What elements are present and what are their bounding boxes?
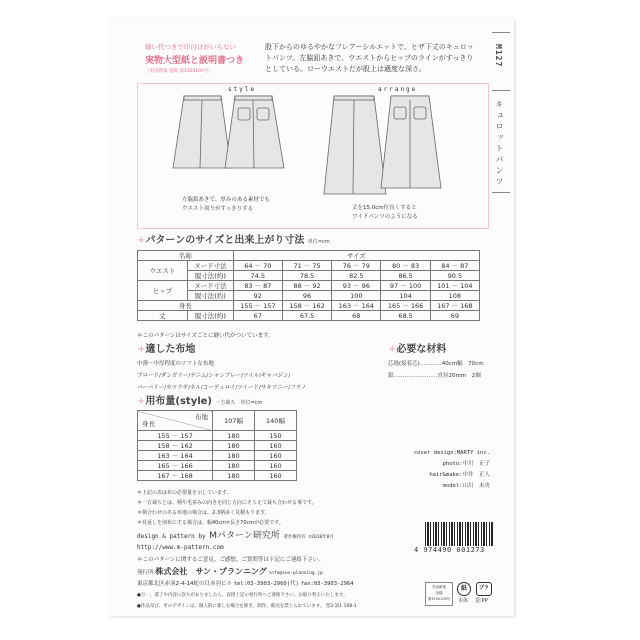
material-name: 釦	[388, 373, 394, 379]
table-row	[138, 301, 480, 311]
material-value: 直径20mm 2個	[437, 373, 481, 379]
table-row	[138, 271, 480, 281]
cell: 64 － 70	[233, 261, 282, 271]
table-row	[138, 431, 297, 441]
cell: 165 － 166	[381, 301, 430, 311]
credits	[370, 448, 490, 492]
cell: 76 － 79	[332, 261, 381, 271]
credit: model:山川 未央	[442, 483, 490, 489]
publisher-note: ●作品及び、そのデザインは、個人的に楽しむ場合を除き、制作、販売を禁じられています。 型2-説1 108-1	[137, 604, 357, 609]
materials-heading: +必要な材料	[388, 344, 447, 355]
design-brand: Mパターン研究所	[209, 531, 280, 541]
paper-recycle-label: 本体	[458, 598, 469, 604]
cell: 180	[213, 451, 255, 461]
paper-recycle-icon: 紙	[457, 582, 471, 596]
table-row	[138, 451, 297, 461]
cell: 90.5	[430, 271, 479, 281]
cell: 158 － 162	[282, 301, 331, 311]
corner-bottom: 身長	[142, 420, 155, 428]
publisher-email[interactable]: info@sun-planning.jp	[268, 571, 323, 576]
cell: 180	[213, 461, 255, 471]
row-sub: ヌード寸法	[188, 261, 234, 271]
size-unit: 単位=cm	[307, 239, 330, 245]
pattern-code: M127	[494, 44, 503, 68]
cell: 160	[255, 471, 297, 481]
cell: 78.5	[282, 271, 331, 281]
col-size: サイズ	[233, 251, 479, 261]
fabric-list	[137, 358, 306, 394]
credit-role: model	[442, 483, 460, 489]
cell: 71 － 75	[282, 261, 331, 271]
cell: 83 － 87	[233, 281, 282, 291]
divider	[492, 192, 510, 193]
credit-role: hair&make	[429, 472, 460, 478]
cell: 97 － 100	[381, 281, 430, 291]
publisher-tel: tel:03-3903-2960(代)	[233, 581, 299, 587]
cell: 150	[255, 431, 297, 441]
website-link[interactable]: http://www.m-pattern.com	[137, 544, 224, 551]
cell: 101 － 104	[430, 281, 479, 291]
cell: 92	[233, 291, 282, 301]
size-heading: +パターンのサイズと出来上がり寸法 単位=cm	[137, 235, 330, 246]
cell: 93 － 96	[332, 281, 381, 291]
table-row	[138, 471, 297, 481]
cell: 86.5	[381, 271, 430, 281]
publisher-name: 株式会社 サン・プランニング	[155, 567, 267, 576]
cell: 69	[430, 311, 479, 321]
promo-line1: 縫い代つきで印付けがいらない	[145, 43, 236, 51]
material-item	[388, 358, 484, 370]
note: ＊上記の表は布の必要量を示しています。	[137, 490, 232, 496]
credit: photo:中川 正子	[442, 461, 490, 467]
cell: 67.5	[282, 311, 331, 321]
note: ＊柄合わせのある布地の場合は、2-3柄多く見積もります。	[137, 510, 270, 516]
row-name: 身長	[138, 301, 234, 311]
style-caption-1: 左脇釦あきで、厚みのある素材でも	[182, 197, 270, 203]
credit-name: MARTY inc.	[456, 450, 490, 456]
publisher-address: 東京都北区赤羽2-4-14蛇の目赤羽ビル	[137, 581, 232, 587]
style-caption	[182, 196, 270, 214]
materials-heading-text: 必要な材料	[396, 344, 447, 355]
cell: 180	[213, 431, 255, 441]
cell: 158 － 162	[138, 441, 213, 451]
cell: 82.5	[332, 271, 381, 281]
row-sub: ヌード寸法	[188, 281, 234, 291]
cell: 74.5	[233, 271, 282, 281]
cell: 155 － 157	[233, 301, 282, 311]
publisher-label: 発行所:	[137, 570, 156, 576]
copyright: 著作権所有 ©2010年8月	[283, 535, 334, 540]
cell: 180	[213, 441, 255, 451]
yardage-sub: 一方裁ち 単位=cm	[215, 400, 263, 406]
style-caption-2: ウエスト周りがすっきりする	[182, 206, 254, 212]
credit: hair&make:中井 正人	[429, 472, 490, 478]
row-sub: 服寸法(約)	[188, 271, 234, 281]
credit: cover design:MARTY inc.	[413, 450, 490, 456]
material-value: 40cm幅 70cm	[441, 361, 484, 367]
arrange-label: arrange	[378, 86, 418, 93]
credit-name: 中川 正子	[462, 461, 490, 467]
material-item	[388, 370, 484, 382]
publisher-block	[137, 555, 357, 612]
materials-list	[388, 358, 484, 382]
size-heading-text: パターンのサイズと出来上がり寸法	[145, 235, 305, 246]
row-sub: 服寸法(約)	[188, 311, 234, 321]
yardage-heading: +用布量(style) 一方裁ち 単位=cm	[137, 396, 263, 407]
credit-name: 中井 正人	[462, 472, 490, 478]
row-name: 丈	[138, 311, 188, 321]
table-row	[138, 261, 480, 271]
material-name: 芯地(接着芯)	[388, 361, 420, 367]
box-line: 登録	[435, 591, 443, 595]
publisher-fax: fax:03-3903-2964	[300, 581, 354, 587]
cell: 108	[430, 291, 479, 301]
fabric-line: ブロード/ダンガリー/デニム/シャンブレー/ツイル/ギャバジン/	[137, 373, 291, 379]
description: 股下からのゆるやかなフレアーシルエットで、ヒザ下丈のキュロットパンツ。左脇釦あきで、ウエストからヒップのラインがすっきりとしている。ローウエストだが股上は適度な深さ。	[265, 43, 474, 73]
cell: 68.5	[381, 311, 430, 321]
cell: 68	[332, 311, 381, 321]
divider	[492, 32, 510, 33]
promo-block	[145, 42, 260, 74]
leader-dots: …………	[419, 361, 442, 367]
cell: 100	[332, 291, 381, 301]
promo-line2: 実物大型紙と説明書つき	[145, 56, 245, 66]
yardage-table	[137, 410, 297, 481]
col-header: 140幅	[255, 411, 297, 431]
cell: 80 － 83	[381, 261, 430, 271]
pattern-title: キュロットパンツ	[495, 100, 504, 188]
row-name: ヒップ	[138, 281, 188, 301]
cell: 67	[233, 311, 282, 321]
credit-name: 山川 未央	[462, 483, 490, 489]
table-row	[138, 461, 297, 471]
promo-line3: （実用新案 登録 第3150105号）	[145, 69, 213, 74]
style-label: style	[228, 86, 257, 93]
credit-role: cover design	[413, 450, 454, 456]
cell: 160	[255, 461, 297, 471]
fabric-heading: +適した布地	[137, 344, 196, 355]
table-row	[138, 311, 480, 321]
arrange-caption-2: ワイドパンツのようになる	[352, 214, 418, 220]
cell: 96	[282, 291, 331, 301]
corner-top: 布地	[195, 413, 208, 421]
corner-cell	[138, 411, 213, 431]
box-line: 実用新案	[432, 585, 446, 589]
cell: 167 － 168	[138, 471, 213, 481]
col-name: 名称	[138, 251, 234, 261]
cell: 88 － 92	[282, 281, 331, 291]
credit-role: photo	[442, 461, 460, 467]
table-row	[138, 291, 480, 301]
cell: 84 － 87	[430, 261, 479, 271]
table-row	[138, 441, 297, 451]
size-table	[137, 250, 480, 321]
fabric-line: 中薄～中厚程度のソフトな布地	[137, 361, 214, 367]
fabric-line: バーバリー/カツラギ/ネル/コーデュロイ/ツイード/サキソニー/フラノ	[137, 385, 307, 391]
illustration-box	[137, 83, 489, 229]
cell: 104	[381, 291, 430, 301]
publisher-note: ●万一、落丁や内容に誤りがありましたら、直接上記の発行所へご連絡下さい。お取り替えいたします。	[137, 593, 348, 598]
arrange-caption	[352, 204, 418, 222]
cell: 163 － 164	[332, 301, 381, 311]
yardage-notes	[137, 488, 317, 528]
note: ＊見返しを別布にする場合は、幅40cm×長さ70cmが必要です。	[137, 520, 284, 526]
fabric-heading-text: 適した布地	[145, 344, 196, 355]
cell: 180	[213, 471, 255, 481]
design-prefix: design & pattern by	[137, 533, 206, 540]
box-line: 第3150105号	[427, 597, 451, 601]
col-header: 107幅	[213, 411, 255, 431]
plastic-recycle-icon: プラ	[476, 582, 492, 596]
plastic-recycle-label: 袋:PP	[475, 598, 488, 604]
cell: 167 － 168	[430, 301, 479, 311]
cell: 163 － 164	[138, 451, 213, 461]
cell: 155 － 157	[138, 431, 213, 441]
size-note: ＊このパターンはサイズごとに縫い代がついています。	[137, 333, 274, 339]
barcode-number: 4 974490 001273	[414, 546, 485, 554]
row-sub: 服寸法(約)	[188, 291, 234, 301]
note: ＊一方裁ちとは、柄や毛並みの向きを同じ方向にそろえて裁ち合わせる事です。	[137, 500, 317, 506]
arrange-caption-1: 丈を15.0cm位長くすると	[352, 205, 417, 211]
barcode	[425, 522, 493, 546]
divider	[492, 90, 510, 91]
cell: 160	[255, 441, 297, 451]
cell: 165 － 166	[138, 461, 213, 471]
inquiry-text: ＊このパターンに関するご意見、ご感想、ご質問等は下記にご連絡下さい。	[137, 557, 324, 563]
row-name: ウエスト	[138, 261, 188, 281]
table-row	[138, 281, 480, 291]
design-line	[137, 530, 334, 544]
leader-dots: ……………………	[393, 373, 438, 379]
yardage-heading-text: 用布量(style)	[145, 396, 212, 407]
utility-model-box	[425, 582, 453, 606]
cell: 160	[255, 451, 297, 461]
